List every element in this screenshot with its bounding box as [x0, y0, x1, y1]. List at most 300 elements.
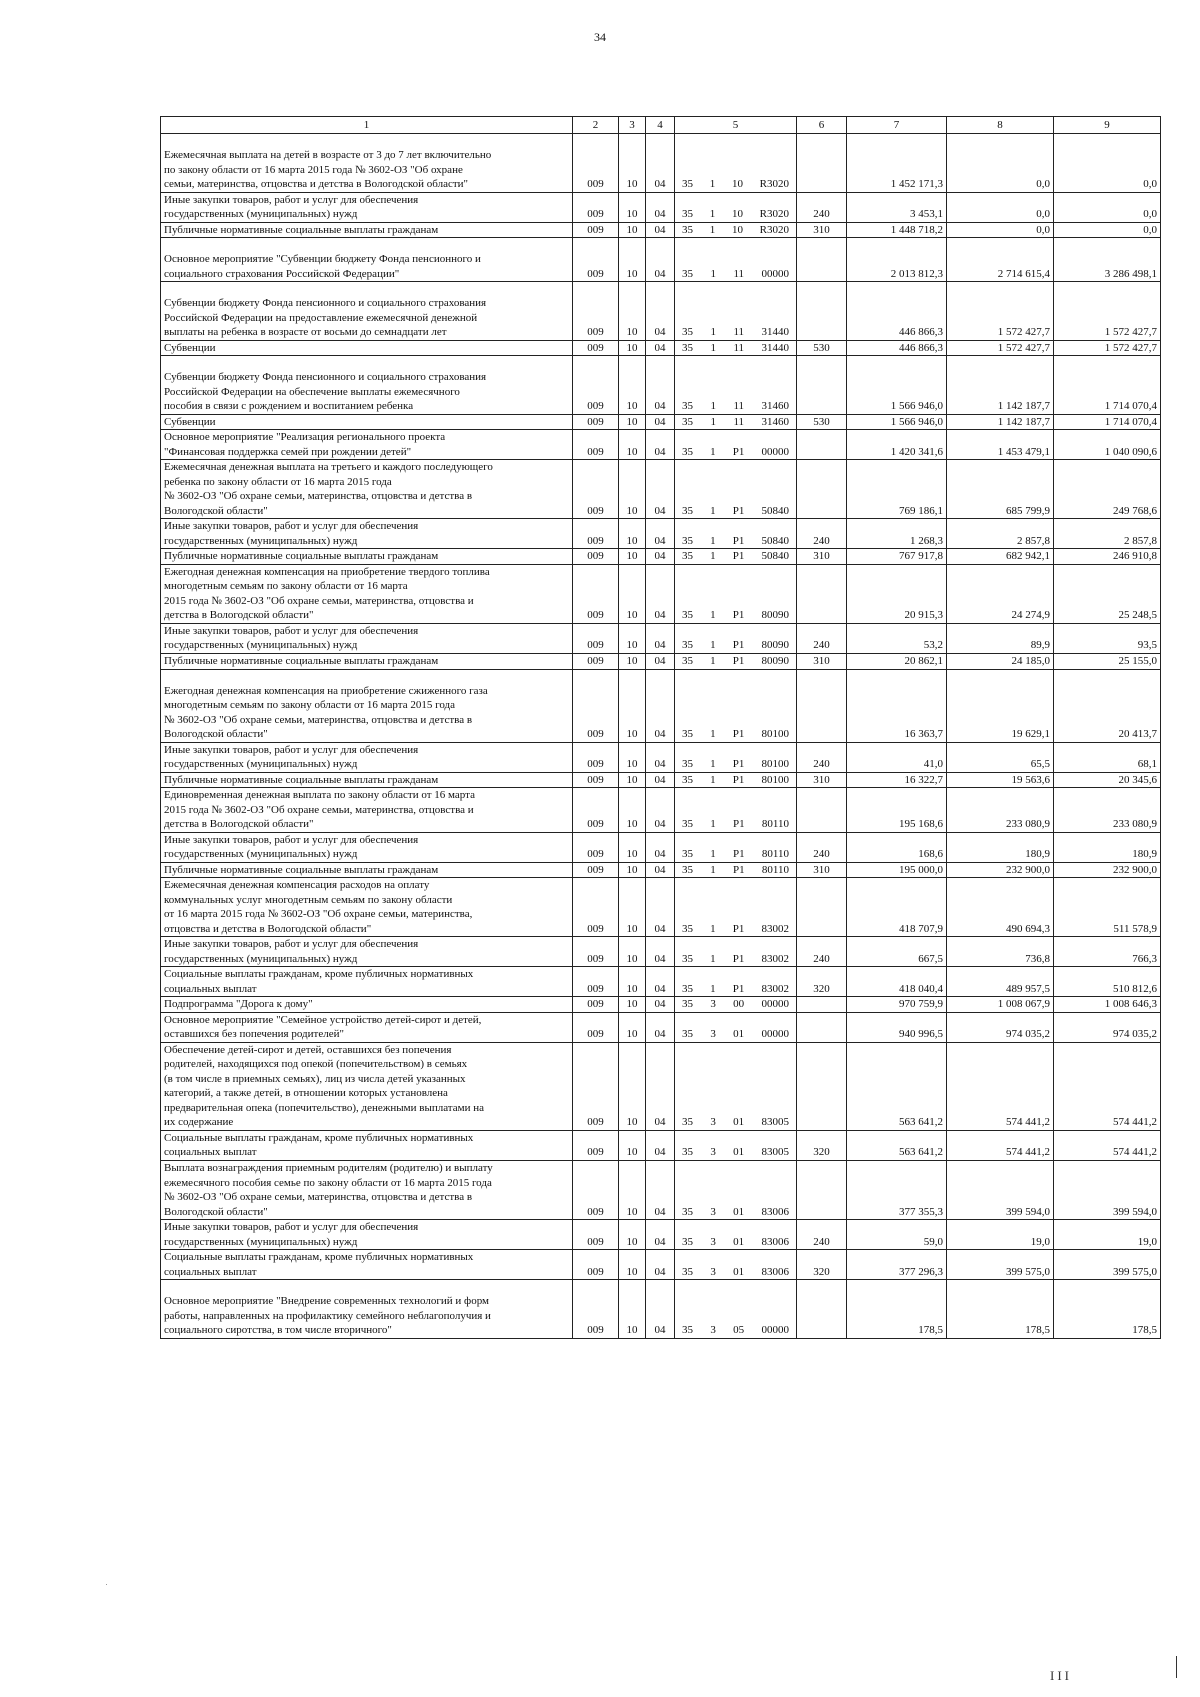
amount-col-9: 0,0	[1054, 134, 1161, 193]
target-article-parts	[678, 207, 793, 222]
column-header: 2	[573, 117, 619, 134]
target-article-part: 35	[682, 208, 693, 221]
code-section: 10	[619, 340, 646, 356]
target-article-part: 00000	[761, 1028, 789, 1041]
column-header: 9	[1054, 117, 1161, 134]
target-article-part: 01	[733, 1146, 745, 1159]
target-article-code	[675, 430, 797, 460]
target-article-parts	[678, 415, 793, 430]
target-article-part: 35	[682, 654, 693, 667]
target-article-part: 11	[733, 341, 745, 354]
amount-col-7: 446 866,3	[847, 340, 947, 356]
target-article-part: 35	[682, 341, 693, 354]
target-article-part: 01	[733, 1205, 745, 1218]
code-section: 10	[619, 623, 646, 653]
amount-col-9: 1 040 090,6	[1054, 430, 1161, 460]
target-article-parts	[678, 1115, 793, 1130]
table-row	[161, 997, 1161, 1013]
code-section: 10	[619, 1012, 646, 1042]
code-ministry: 009	[573, 623, 619, 653]
target-article-code	[675, 192, 797, 222]
amount-col-8: 574 441,2	[947, 1042, 1054, 1130]
amount-col-9: 1 714 070,4	[1054, 414, 1161, 430]
code-ministry: 009	[573, 460, 619, 519]
target-article-part: 1	[710, 504, 716, 517]
code-subsection: 04	[646, 414, 675, 430]
code-section: 10	[619, 356, 646, 415]
target-article-part: 1	[709, 208, 716, 221]
row-description: Иные закупки товаров, работ и услуг для обеспечения государственных (муниципальных) нужд	[161, 519, 573, 549]
amount-col-7: 418 040,4	[847, 967, 947, 997]
code-subsection: 04	[646, 623, 675, 653]
target-article-part: 11	[733, 400, 745, 413]
target-article-code	[675, 460, 797, 519]
target-article-parts	[678, 638, 793, 653]
target-article-part: P1	[732, 758, 745, 771]
row-description: Публичные нормативные социальные выплаты гражданам	[161, 653, 573, 669]
table-row	[161, 282, 1161, 341]
amount-col-8: 89,9	[947, 623, 1054, 653]
code-ministry: 009	[573, 1012, 619, 1042]
code-ministry: 009	[573, 282, 619, 341]
code-expense-type	[797, 134, 847, 193]
target-article-parts	[678, 534, 793, 549]
code-expense-type	[797, 1161, 847, 1220]
amount-col-8: 2 714 615,4	[947, 238, 1054, 282]
row-description: Основное мероприятие "Реализация регионального проекта "Финансовая поддержка семей при рождении детей"	[161, 430, 573, 460]
amount-col-7: 769 186,1	[847, 460, 947, 519]
target-article-code	[675, 1042, 797, 1130]
code-section: 10	[619, 653, 646, 669]
target-article-part: 35	[682, 1028, 693, 1041]
target-article-part: 35	[682, 267, 693, 280]
amount-col-7: 563 641,2	[847, 1130, 947, 1160]
target-article-part: R3020	[759, 208, 789, 221]
table-row	[161, 832, 1161, 862]
target-article-part: 50840	[761, 534, 789, 547]
target-article-part: R3020	[759, 223, 789, 236]
amount-col-9: 0,0	[1054, 192, 1161, 222]
target-article-part: 3	[710, 1146, 716, 1159]
code-section: 10	[619, 878, 646, 937]
target-article-code	[675, 1130, 797, 1160]
code-section: 10	[619, 1280, 646, 1339]
target-article-parts	[678, 1265, 793, 1280]
target-article-code	[675, 832, 797, 862]
amount-col-7: 195 168,6	[847, 788, 947, 833]
table-row	[161, 134, 1161, 193]
row-description: Основное мероприятие "Внедрение современных технологий и форм работы, направленных на профилактику семейного неблагополучия и социального сиротства, в том числе вторичного"	[161, 1280, 573, 1339]
code-expense-type	[797, 1280, 847, 1339]
amount-col-7: 767 917,8	[847, 549, 947, 565]
target-article-code	[675, 519, 797, 549]
amount-col-9: 20 413,7	[1054, 669, 1161, 742]
target-article-part: 31440	[761, 326, 789, 339]
code-expense-type	[797, 1042, 847, 1130]
target-article-part: 1	[710, 609, 716, 622]
code-ministry: 009	[573, 1250, 619, 1280]
target-article-code	[675, 623, 797, 653]
table-row	[161, 238, 1161, 282]
code-expense-type: 320	[797, 967, 847, 997]
row-description: Обеспечение детей-сирот и детей, оставшихся без попечения родителей, находящихся под опекой (попечительством) в семьях (в том числе в приемных семьях), лиц из числа детей указанных категорий, а также детей, в отношении которых установлена предварительная опека (попечительство), денежными выплатами на их содержание	[161, 1042, 573, 1130]
code-section: 10	[619, 282, 646, 341]
amount-col-9: 1 572 427,7	[1054, 282, 1161, 341]
target-article-code	[675, 1250, 797, 1280]
code-ministry: 009	[573, 238, 619, 282]
code-expense-type: 240	[797, 742, 847, 772]
amount-col-9: 249 768,6	[1054, 460, 1161, 519]
row-description: Социальные выплаты гражданам, кроме публичных нормативных социальных выплат	[161, 967, 573, 997]
target-article-part: 1	[710, 550, 716, 563]
target-article-parts	[678, 341, 793, 356]
amount-col-7: 1 452 171,3	[847, 134, 947, 193]
amount-col-8: 399 575,0	[947, 1250, 1054, 1280]
code-subsection: 04	[646, 1250, 675, 1280]
amount-col-9: 1 008 646,3	[1054, 997, 1161, 1013]
target-article-part: 35	[682, 223, 693, 236]
target-article-part: P1	[732, 654, 745, 667]
target-article-parts	[678, 1235, 793, 1250]
code-subsection: 04	[646, 1220, 675, 1250]
code-subsection: 04	[646, 549, 675, 565]
amount-col-7: 178,5	[847, 1280, 947, 1339]
code-ministry: 009	[573, 878, 619, 937]
table-row	[161, 788, 1161, 833]
target-article-part: 83002	[761, 952, 789, 965]
target-article-parts	[678, 1323, 793, 1338]
amount-col-9: 180,9	[1054, 832, 1161, 862]
column-header-row	[161, 117, 1161, 134]
target-article-part: 80110	[761, 818, 789, 831]
target-article-part: 31440	[761, 341, 789, 354]
target-article-part: 1	[710, 818, 716, 831]
target-article-part: 1	[710, 639, 716, 652]
target-article-parts	[678, 847, 793, 862]
target-article-code	[675, 282, 797, 341]
target-article-parts	[678, 817, 793, 832]
code-section: 10	[619, 414, 646, 430]
code-ministry: 009	[573, 772, 619, 788]
target-article-part: 35	[682, 445, 693, 458]
target-article-part: 01	[733, 1116, 745, 1129]
target-article-code	[675, 1220, 797, 1250]
code-expense-type	[797, 878, 847, 937]
row-description: Иные закупки товаров, работ и услуг для обеспечения государственных (муниципальных) нужд	[161, 192, 573, 222]
code-expense-type: 310	[797, 772, 847, 788]
code-section: 10	[619, 1130, 646, 1160]
amount-col-7: 377 355,3	[847, 1161, 947, 1220]
code-expense-type: 240	[797, 519, 847, 549]
target-article-code	[675, 340, 797, 356]
code-section: 10	[619, 862, 646, 878]
target-article-parts	[678, 1027, 793, 1042]
code-section: 10	[619, 222, 646, 238]
code-subsection: 04	[646, 134, 675, 193]
amount-col-8: 736,8	[947, 937, 1054, 967]
amount-col-8: 24 274,9	[947, 564, 1054, 623]
column-header: 4	[646, 117, 675, 134]
target-article-part: 01	[733, 1028, 745, 1041]
amount-col-9: 574 441,2	[1054, 1130, 1161, 1160]
amount-col-7: 563 641,2	[847, 1042, 947, 1130]
amount-col-8: 0,0	[947, 134, 1054, 193]
amount-col-9: 233 080,9	[1054, 788, 1161, 833]
amount-col-9: 19,0	[1054, 1220, 1161, 1250]
target-article-part: P1	[732, 773, 745, 786]
row-description: Иные закупки товаров, работ и услуг для обеспечения государственных (муниципальных) нужд	[161, 742, 573, 772]
target-article-parts	[678, 608, 793, 623]
amount-col-7: 53,2	[847, 623, 947, 653]
target-article-parts	[678, 1145, 793, 1160]
code-expense-type: 530	[797, 340, 847, 356]
code-subsection: 04	[646, 192, 675, 222]
target-article-parts	[678, 504, 793, 519]
target-article-parts	[678, 773, 793, 788]
target-article-code	[675, 549, 797, 565]
target-article-part: 1	[710, 773, 716, 786]
target-article-part: 1	[710, 728, 716, 741]
row-description: Публичные нормативные социальные выплаты гражданам	[161, 549, 573, 565]
code-expense-type: 320	[797, 1130, 847, 1160]
target-article-part: 1	[710, 758, 716, 771]
amount-col-7: 970 759,9	[847, 997, 947, 1013]
code-section: 10	[619, 669, 646, 742]
amount-col-8: 1 572 427,7	[947, 282, 1054, 341]
code-subsection: 04	[646, 1042, 675, 1130]
table-row	[161, 1130, 1161, 1160]
target-article-part: P1	[732, 639, 745, 652]
target-article-parts	[678, 223, 793, 238]
amount-col-8: 1 008 067,9	[947, 997, 1054, 1013]
target-article-part: 35	[682, 982, 693, 995]
target-article-part: 35	[682, 534, 693, 547]
amount-col-8: 232 900,0	[947, 862, 1054, 878]
code-subsection: 04	[646, 772, 675, 788]
target-article-part: 35	[682, 818, 693, 831]
code-ministry: 009	[573, 222, 619, 238]
code-expense-type: 310	[797, 549, 847, 565]
code-expense-type: 240	[797, 1220, 847, 1250]
target-article-part: 35	[682, 504, 693, 517]
target-article-parts	[678, 982, 793, 997]
row-description: Иные закупки товаров, работ и услуг для обеспечения государственных (муниципальных) нужд	[161, 832, 573, 862]
target-article-code	[675, 1012, 797, 1042]
row-description: Социальные выплаты гражданам, кроме публичных нормативных социальных выплат	[161, 1250, 573, 1280]
code-ministry: 009	[573, 862, 619, 878]
target-article-part: 80090	[761, 654, 789, 667]
code-ministry: 009	[573, 1161, 619, 1220]
amount-col-7: 1 420 341,6	[847, 430, 947, 460]
amount-col-7: 377 296,3	[847, 1250, 947, 1280]
target-article-part: 01	[733, 1235, 745, 1248]
target-article-part: 35	[682, 326, 693, 339]
amount-col-7: 195 000,0	[847, 862, 947, 878]
code-subsection: 04	[646, 1130, 675, 1160]
scan-dot	[106, 1584, 107, 1585]
target-article-part: 3	[710, 1235, 716, 1248]
target-article-part: 35	[682, 639, 693, 652]
target-article-part: 1	[709, 178, 716, 191]
target-article-code	[675, 967, 797, 997]
target-article-part: P1	[732, 922, 745, 935]
target-article-code	[675, 772, 797, 788]
code-expense-type	[797, 238, 847, 282]
target-article-code	[675, 997, 797, 1013]
amount-col-9: 511 578,9	[1054, 878, 1161, 937]
code-subsection: 04	[646, 1280, 675, 1339]
row-description: Субвенции	[161, 414, 573, 430]
amount-col-7: 20 862,1	[847, 653, 947, 669]
code-subsection: 04	[646, 878, 675, 937]
table-row	[161, 1012, 1161, 1042]
target-article-part: 00000	[761, 267, 789, 280]
code-expense-type	[797, 788, 847, 833]
target-article-part: 3	[710, 1324, 716, 1337]
code-section: 10	[619, 967, 646, 997]
target-article-part: 83005	[761, 1146, 789, 1159]
amount-col-7: 1 566 946,0	[847, 356, 947, 415]
amount-col-8: 574 441,2	[947, 1130, 1054, 1160]
amount-col-8: 233 080,9	[947, 788, 1054, 833]
code-section: 10	[619, 788, 646, 833]
code-subsection: 04	[646, 669, 675, 742]
code-ministry: 009	[573, 788, 619, 833]
target-article-parts	[678, 267, 793, 282]
code-section: 10	[619, 519, 646, 549]
code-ministry: 009	[573, 1130, 619, 1160]
target-article-part: 35	[682, 550, 693, 563]
code-expense-type: 310	[797, 862, 847, 878]
amount-col-8: 0,0	[947, 192, 1054, 222]
target-article-part: 00	[733, 998, 745, 1011]
row-description: Публичные нормативные социальные выплаты гражданам	[161, 772, 573, 788]
code-subsection: 04	[646, 832, 675, 862]
row-description: Выплата вознаграждения приемным родителям (родителю) и выплату ежемесячного пособия семье по закону области от 16 марта 2015 года № 3602-ОЗ "Об охране семьи, материнства, отцовства и детства в Вологодской области"	[161, 1161, 573, 1220]
amount-col-9: 1 572 427,7	[1054, 340, 1161, 356]
code-expense-type: 530	[797, 414, 847, 430]
target-article-code	[675, 653, 797, 669]
code-ministry: 009	[573, 669, 619, 742]
table-row	[161, 1280, 1161, 1339]
amount-col-8: 1 142 187,7	[947, 414, 1054, 430]
target-article-part: 11	[733, 326, 745, 339]
code-expense-type	[797, 997, 847, 1013]
amount-col-8: 1 142 187,7	[947, 356, 1054, 415]
table-row	[161, 564, 1161, 623]
code-subsection: 04	[646, 430, 675, 460]
amount-col-9: 232 900,0	[1054, 862, 1161, 878]
amount-col-8: 65,5	[947, 742, 1054, 772]
target-article-part: 80100	[761, 758, 789, 771]
amount-col-9: 974 035,2	[1054, 1012, 1161, 1042]
amount-col-8: 180,9	[947, 832, 1054, 862]
table-row	[161, 222, 1161, 238]
amount-col-7: 940 996,5	[847, 1012, 947, 1042]
target-article-part: 35	[682, 952, 693, 965]
amount-col-7: 1 566 946,0	[847, 414, 947, 430]
target-article-code	[675, 742, 797, 772]
target-article-part: 35	[682, 848, 693, 861]
amount-col-8: 19 563,6	[947, 772, 1054, 788]
target-article-part: 1	[710, 267, 716, 280]
table-row	[161, 937, 1161, 967]
table-row	[161, 1042, 1161, 1130]
target-article-part: 1	[710, 863, 716, 876]
table-row	[161, 430, 1161, 460]
target-article-part: 83002	[761, 922, 789, 935]
target-article-part: 1	[710, 534, 716, 547]
target-article-part: 01	[733, 1265, 745, 1278]
code-subsection: 04	[646, 862, 675, 878]
code-subsection: 04	[646, 519, 675, 549]
amount-col-9: 399 575,0	[1054, 1250, 1161, 1280]
amount-col-8: 2 857,8	[947, 519, 1054, 549]
row-description: Ежегодная денежная компенсация на приобретение сжиженного газа многодетным семьям по закону области от 16 марта 2015 года № 3602-ОЗ "Об охране семьи, материнства, отцовства и детства в Вологодской области"	[161, 669, 573, 742]
budget-table	[160, 116, 1161, 1339]
target-article-part: 3	[710, 998, 716, 1011]
row-description: Публичные нормативные социальные выплаты гражданам	[161, 222, 573, 238]
target-article-part: 80090	[761, 609, 789, 622]
code-subsection: 04	[646, 967, 675, 997]
row-description: Иные закупки товаров, работ и услуг для обеспечения государственных (муниципальных) нужд	[161, 937, 573, 967]
code-subsection: 04	[646, 742, 675, 772]
target-article-part: P1	[733, 848, 745, 861]
target-article-part: 80100	[761, 728, 789, 741]
table-row	[161, 772, 1161, 788]
target-article-part: 1	[710, 400, 716, 413]
row-description: Единовременная денежная выплата по закону области от 16 марта 2015 года № 3602-ОЗ "Об охране семьи, материнства, отцовства и детства в Вологодской области"	[161, 788, 573, 833]
amount-col-8: 682 942,1	[947, 549, 1054, 565]
amount-col-9: 25 248,5	[1054, 564, 1161, 623]
target-article-part: 35	[682, 863, 693, 876]
target-article-part: 1	[709, 223, 716, 236]
target-article-part: 83005	[761, 1116, 789, 1129]
target-article-part: 83006	[761, 1265, 789, 1278]
target-article-part: 3	[710, 1265, 716, 1278]
amount-col-9: 246 910,8	[1054, 549, 1161, 565]
code-expense-type	[797, 564, 847, 623]
footer-marks: III	[1050, 1668, 1072, 1683]
code-section: 10	[619, 238, 646, 282]
target-article-part: 3	[710, 1028, 716, 1041]
code-subsection: 04	[646, 356, 675, 415]
code-section: 10	[619, 430, 646, 460]
amount-col-8: 399 594,0	[947, 1161, 1054, 1220]
target-article-part: 1	[710, 952, 716, 965]
target-article-part: 83006	[761, 1205, 789, 1218]
target-article-parts	[678, 445, 793, 460]
code-ministry: 009	[573, 340, 619, 356]
code-expense-type: 240	[797, 832, 847, 862]
amount-col-7: 20 915,3	[847, 564, 947, 623]
amount-col-7: 59,0	[847, 1220, 947, 1250]
code-subsection: 04	[646, 653, 675, 669]
amount-col-7: 667,5	[847, 937, 947, 967]
target-article-code	[675, 1280, 797, 1339]
code-ministry: 009	[573, 430, 619, 460]
code-subsection: 04	[646, 1012, 675, 1042]
target-article-part: 80110	[761, 863, 789, 876]
target-article-part: 35	[682, 400, 693, 413]
table-row	[161, 967, 1161, 997]
target-article-part: 35	[682, 1324, 693, 1337]
row-description: Иные закупки товаров, работ и услуг для обеспечения государственных (муниципальных) нужд	[161, 1220, 573, 1250]
row-description: Основное мероприятие "Субвенции бюджету Фонда пенсионного и социального страхования Российской Федерации"	[161, 238, 573, 282]
code-ministry: 009	[573, 134, 619, 193]
target-article-part: 35	[682, 998, 693, 1011]
table-row	[161, 1250, 1161, 1280]
